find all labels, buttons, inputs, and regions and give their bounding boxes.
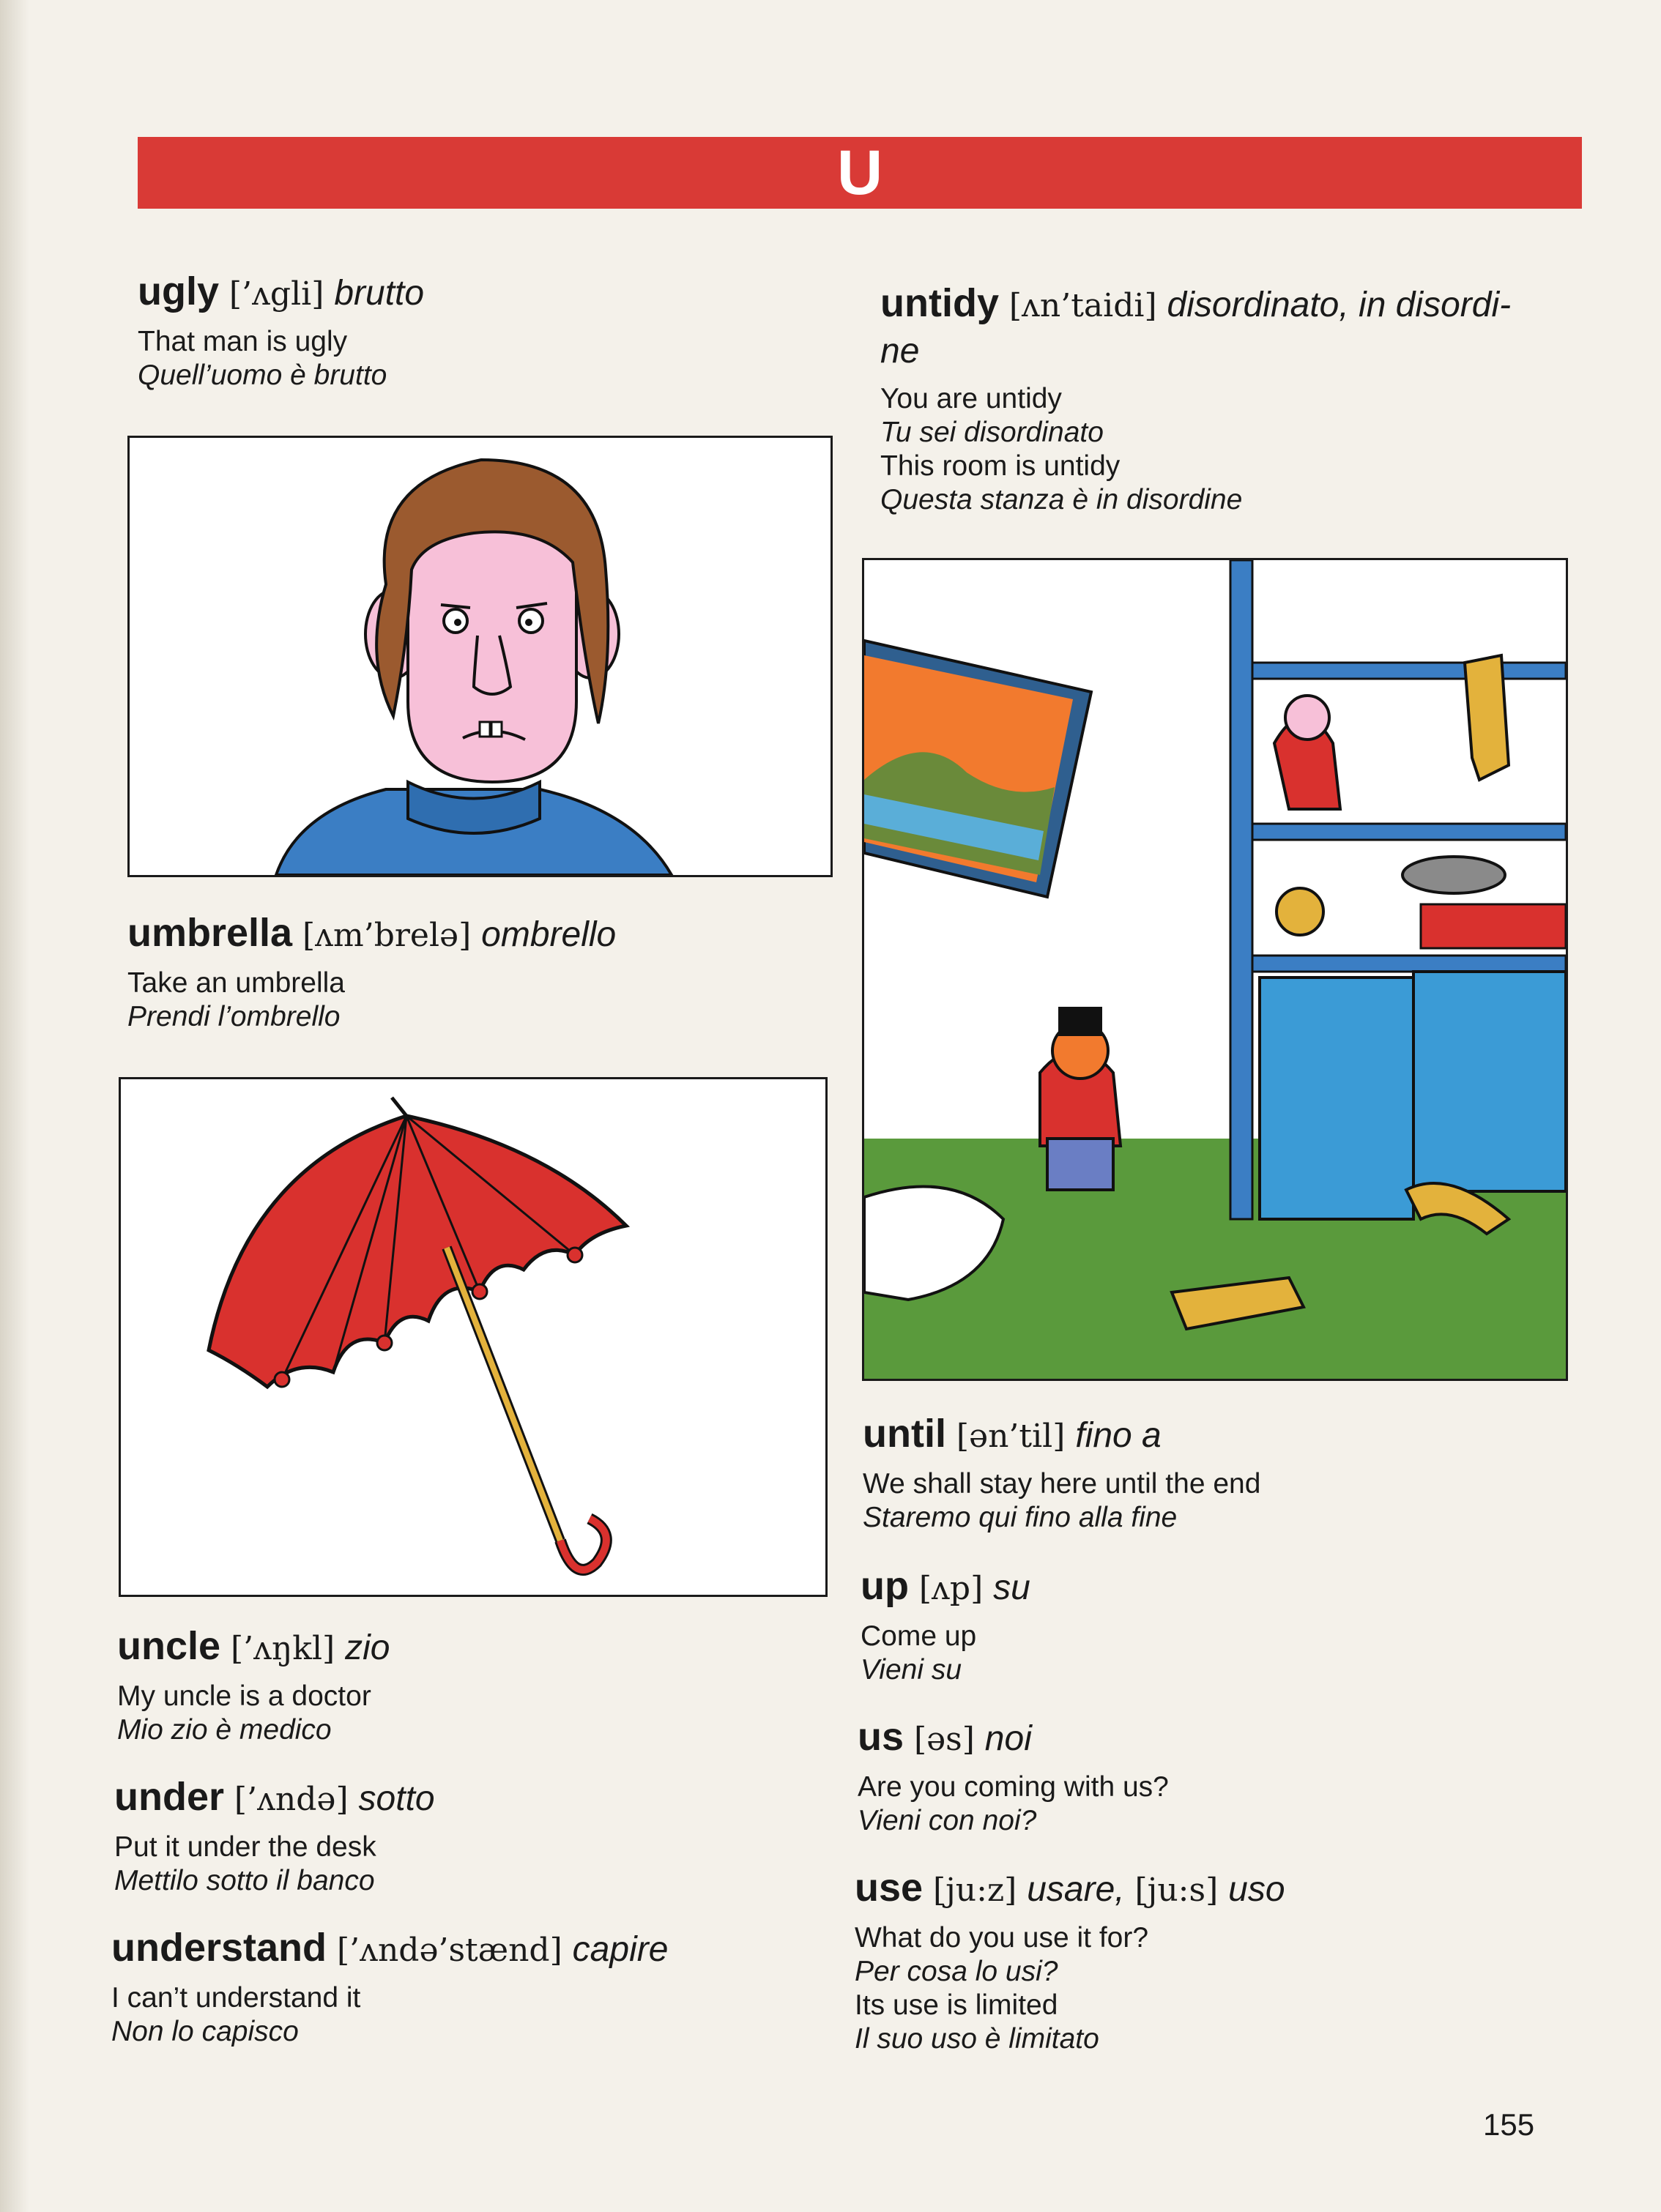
section-letter: U [836,138,883,208]
example-it: Quell’uomo è brutto [138,360,387,391]
example-it: Staremo qui fino alla fine [863,1502,1178,1533]
pronunciation: [ʌn’taidi] [1008,287,1157,324]
pronunciation: [’ʌndə] [234,1781,349,1818]
example-it: Mettilo sotto il banco [114,1865,375,1896]
entry-understand [111,1926,668,2049]
translation: brutto [334,274,425,313]
example-en: We shall stay here until the end [863,1468,1261,1500]
headword: us [858,1715,904,1759]
entry-use [855,1866,1285,2056]
example-en: Its use is limited [855,1989,1058,2021]
entry-ugly [138,269,424,392]
headword: until [863,1412,946,1456]
pronunciation: [’ʌndə’stænd] [336,1932,562,1969]
headword: up [861,1564,909,1608]
headword: untidy [880,281,999,325]
entry-umbrella [127,911,616,1034]
headword: uncle [117,1624,221,1668]
entry-up [861,1564,1030,1687]
example-en: That man is ugly [138,326,348,357]
letter-header-bar [138,137,1582,209]
headword: umbrella [127,911,293,955]
example-en: Come up [861,1620,977,1652]
untidy-room-illustration [862,558,1568,1381]
page-edge-shadow [0,0,29,2212]
example-en: Put it under the desk [114,1831,376,1863]
translation: usare, [1027,1870,1125,1909]
example-it: Mio zio è medico [117,1714,332,1746]
translation: noi [984,1719,1032,1758]
translation-continued: ne [880,332,920,370]
example-it: Vieni con noi? [858,1805,1037,1836]
example-it: Tu sei disordinato [880,417,1104,448]
pronunciation: [əs] [913,1721,975,1758]
example-en: You are untidy [880,383,1062,414]
ugly-man-illustration [127,436,833,877]
example-en: Are you coming with us? [858,1771,1169,1803]
headword: ugly [138,269,220,313]
example-it: Il suo uso è limitato [855,2023,1099,2055]
red-umbrella-illustration [119,1077,828,1597]
example-en: What do you use it for? [855,1922,1149,1954]
entry-under [114,1775,435,1898]
pronunciation: [’ʌŋkl] [230,1630,335,1667]
pronunciation: [ju:s] [1134,1872,1219,1909]
entry-us [858,1715,1169,1838]
pronunciation: [ju:z] [932,1872,1017,1909]
translation: fino a [1075,1416,1162,1455]
example-en: This room is untidy [880,450,1121,482]
example-en: My uncle is a doctor [117,1680,371,1712]
example-it: Non lo capisco [111,2016,299,2047]
entry-until [863,1412,1260,1535]
headword: understand [111,1926,327,1970]
pronunciation: [ʌm’brelə] [302,917,472,954]
translation: capire [572,1930,669,1969]
entry-untidy [880,281,1511,517]
translation: ombrello [481,915,617,954]
headword: under [114,1775,225,1819]
example-en: Take an umbrella [127,967,345,999]
translation: uso [1228,1870,1285,1909]
translation: zio [345,1628,390,1667]
example-it: Prendi l’ombrello [127,1001,341,1032]
example-en: I can’t understand it [111,1982,361,2014]
pronunciation: [ʌp] [918,1570,984,1607]
pronunciation: [’ʌgli] [228,275,324,313]
translation: disordinato, in disordi- [1167,286,1512,324]
pronunciation: [ən’til] [956,1418,1066,1455]
example-it: Questa stanza è in disordine [880,484,1243,515]
headword: use [855,1866,924,1910]
example-it: Per cosa lo usi? [855,1956,1058,1987]
translation: sotto [358,1779,435,1818]
translation: su [993,1568,1030,1607]
example-it: Vieni su [861,1654,962,1686]
page-number: 155 [1483,2107,1535,2142]
entry-uncle [117,1624,390,1747]
